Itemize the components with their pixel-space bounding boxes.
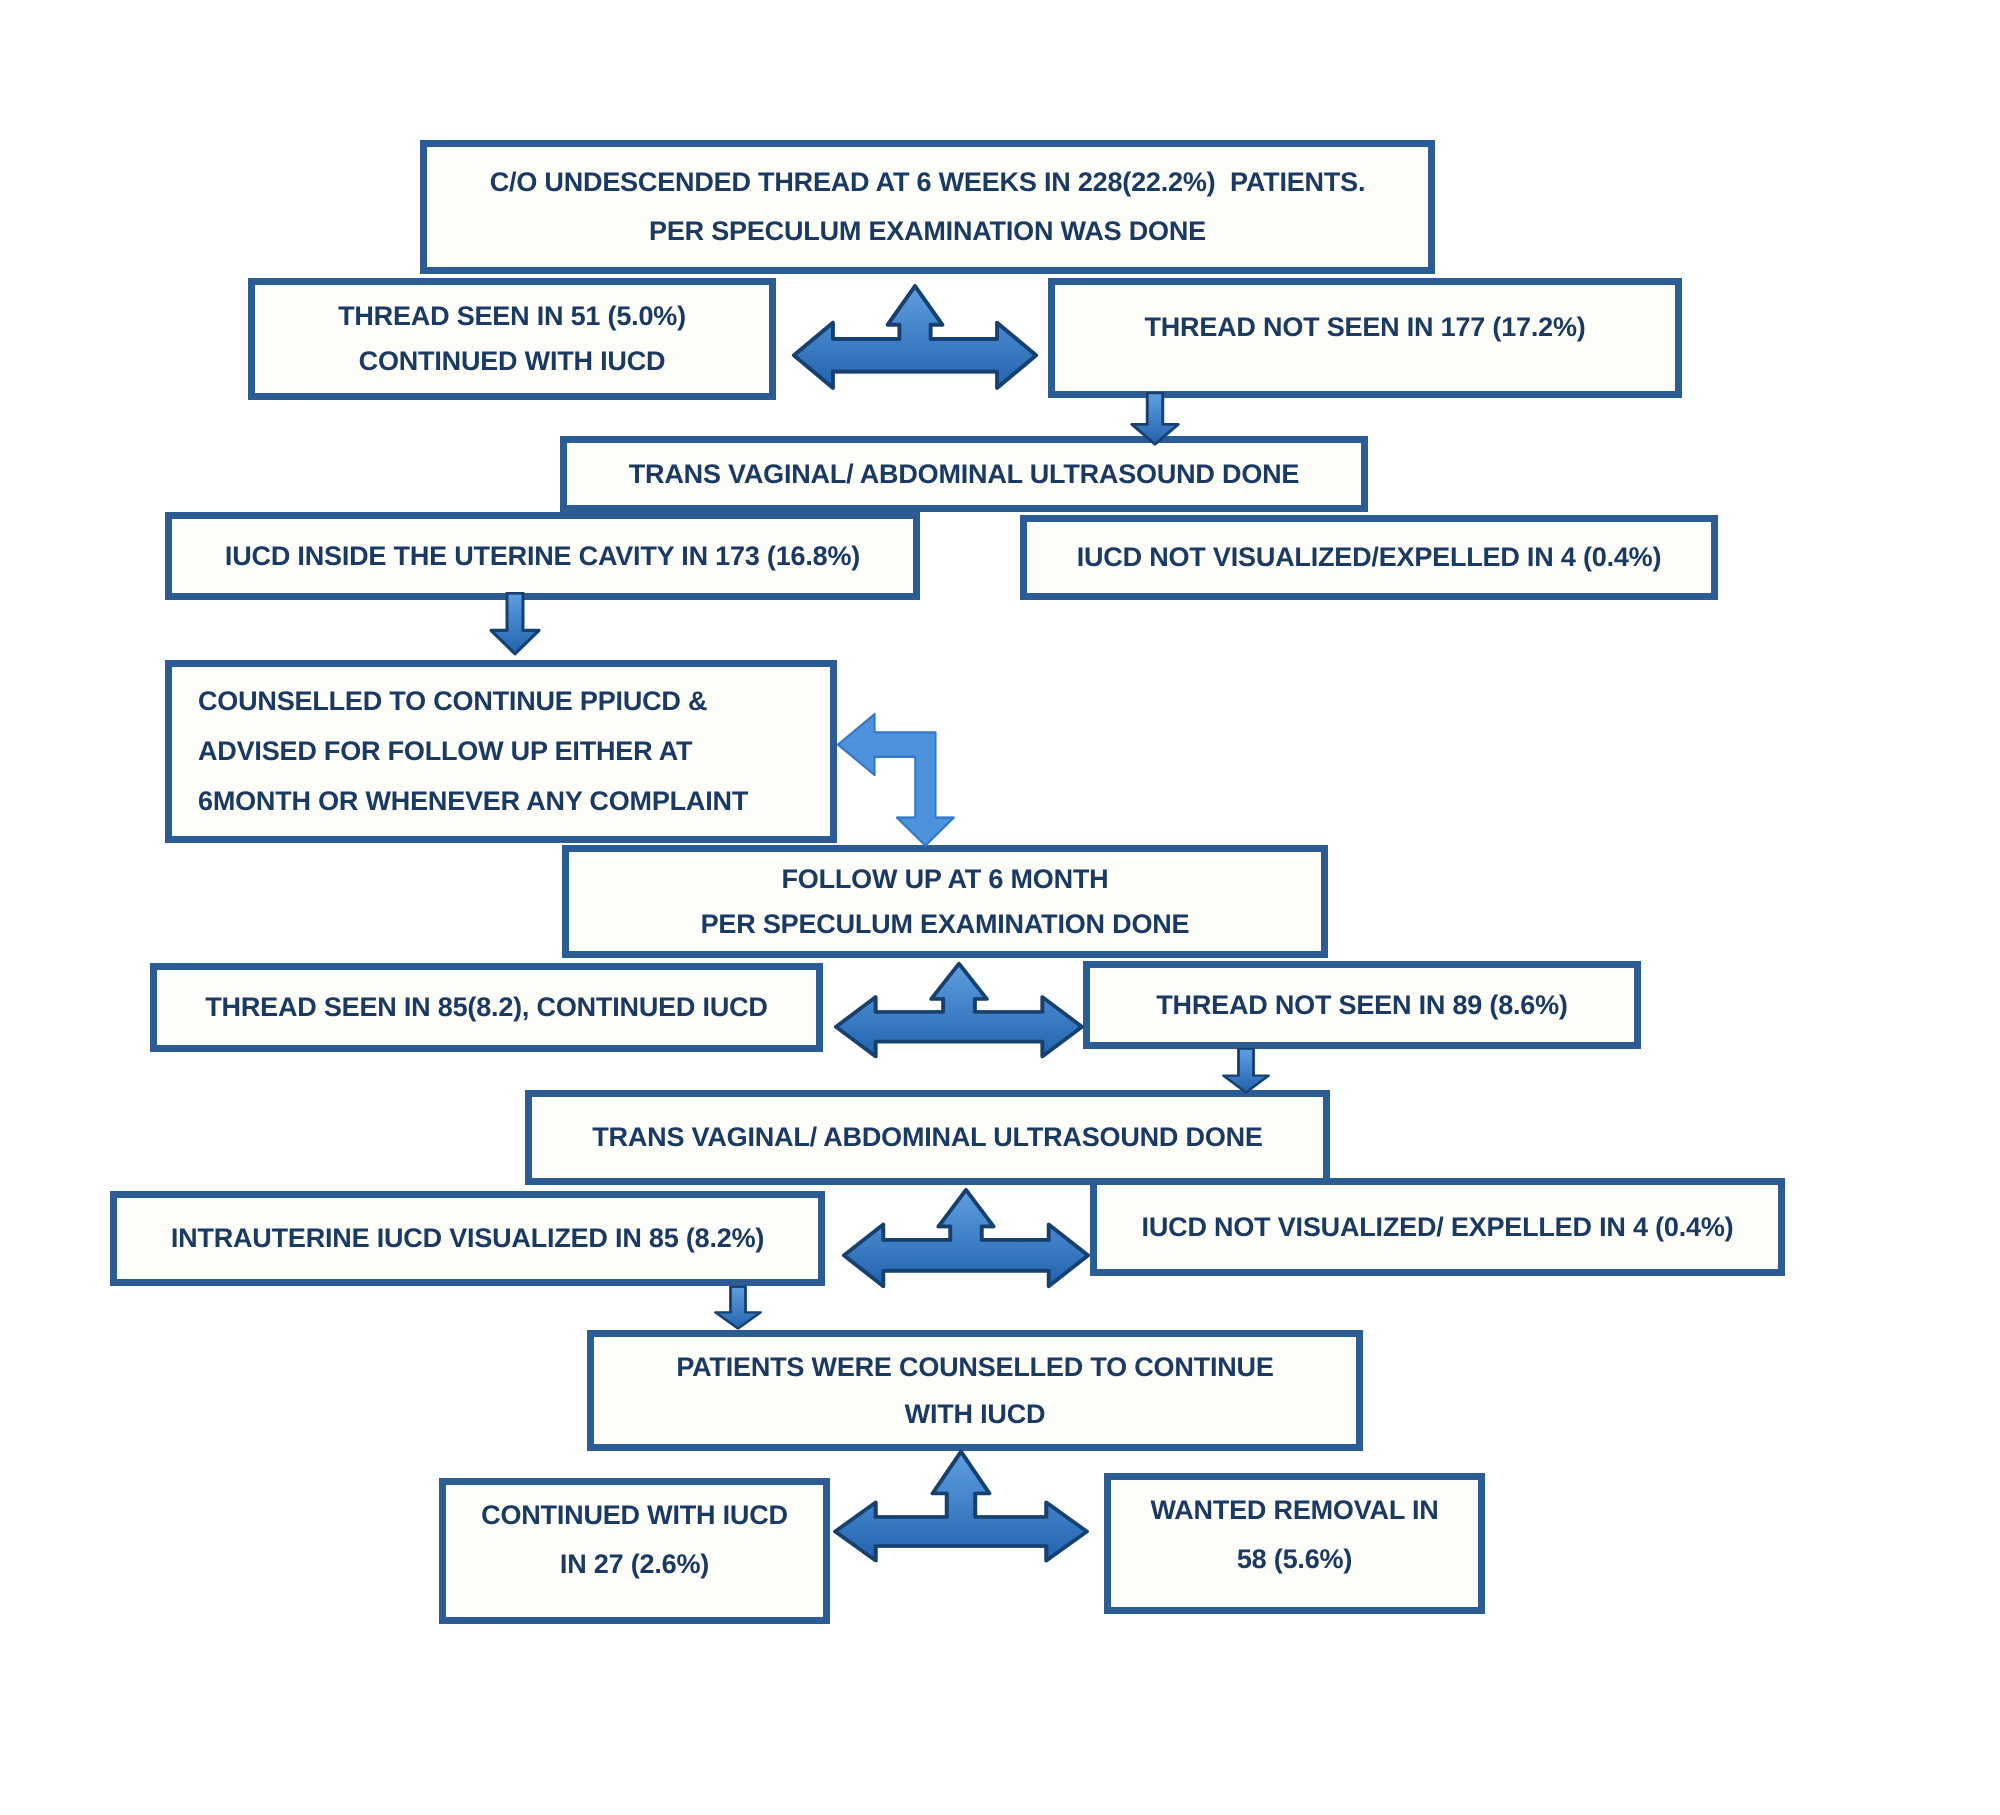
text-line: TRANS VAGINAL/ ABDOMINAL ULTRASOUND DONE <box>592 1122 1263 1152</box>
box-iucd-inside-uterine-cavity <box>165 512 920 600</box>
down-arrow <box>483 592 547 656</box>
text-line: FOLLOW UP AT 6 MONTH <box>781 863 1109 894</box>
text-line: INTRAUTERINE IUCD VISUALIZED IN 85 (8.2%) <box>170 1223 765 1253</box>
three-way-arrow <box>830 960 1088 1062</box>
text-line: PATIENTS WERE COUNSELLED TO CONTINUE <box>676 1351 1274 1382</box>
box-iucd-not-visualized-2 <box>1090 1178 1785 1276</box>
box-thread-not-seen-6-month <box>1083 961 1641 1049</box>
text-line: WITH IUCD <box>904 1398 1046 1429</box>
text-line: 58 (5.6%) <box>1236 1544 1353 1574</box>
text-line: CONTINUED WITH IUCD <box>481 1500 788 1530</box>
down-arrow <box>708 1286 768 1330</box>
text-line: THREAD NOT SEEN IN 89 (8.6%) <box>1156 989 1568 1020</box>
box-patients-counselled-continue <box>587 1330 1363 1451</box>
text-line: PER SPECULUM EXAMINATION DONE <box>700 908 1190 939</box>
box-ultrasound-done-1 <box>560 436 1368 512</box>
elbow-arrow <box>834 702 966 848</box>
text-line: IUCD NOT VISUALIZED/ EXPELLED IN 4 (0.4%) <box>1141 1211 1734 1242</box>
text-line: IUCD NOT VISUALIZED/EXPELLED IN 4 (0.4%) <box>1076 542 1662 572</box>
text-line: PER SPECULUM EXAMINATION WAS DONE <box>649 216 1206 246</box>
box-intrauterine-iucd-visualized <box>110 1191 825 1286</box>
text-line: TRANS VAGINAL/ ABDOMINAL ULTRASOUND DONE <box>628 458 1300 489</box>
text-line: CONTINUED WITH IUCD <box>358 346 666 376</box>
box-thread-not-seen-6-weeks <box>1048 278 1682 398</box>
text-line: 6MONTH OR WHENEVER ANY COMPLAINT <box>198 786 749 816</box>
down-arrow <box>1124 392 1186 446</box>
down-arrow <box>1216 1048 1276 1094</box>
three-way-arrow <box>838 1186 1094 1292</box>
text-line: C/O UNDESCENDED THREAD AT 6 WEEKS IN 228(22.2%) PATIENTS. <box>489 167 1366 197</box>
box-undescended-thread-6-weeks <box>420 140 1435 274</box>
three-way-arrow <box>829 1448 1093 1566</box>
box-thread-seen-6-month <box>150 963 823 1052</box>
box-follow-up-6-month <box>562 845 1328 958</box>
box-continued-with-iucd <box>439 1478 830 1624</box>
text-line: THREAD SEEN IN 85(8.2), CONTINUED IUCD <box>205 992 768 1022</box>
box-counselled-continue-ppiucd <box>165 660 837 843</box>
text-line: IUCD INSIDE THE UTERINE CAVITY IN 173 (16.8%) <box>224 540 861 571</box>
box-thread-seen-6-weeks <box>248 278 776 400</box>
text-line: COUNSELLED TO CONTINUE PPIUCD & <box>198 686 708 716</box>
box-wanted-removal <box>1104 1473 1485 1614</box>
text-line: IN 27 (2.6%) <box>559 1549 710 1579</box>
text-line: THREAD NOT SEEN IN 177 (17.2%) <box>1144 312 1586 342</box>
text-line: WANTED REMOVAL IN <box>1150 1495 1439 1525</box>
text-line: THREAD SEEN IN 51 (5.0%) <box>338 301 686 331</box>
box-iucd-not-visualized-1 <box>1020 515 1718 600</box>
box-ultrasound-done-2 <box>525 1090 1330 1185</box>
three-way-arrow <box>788 282 1042 394</box>
text-line: ADVISED FOR FOLLOW UP EITHER AT <box>198 736 693 766</box>
